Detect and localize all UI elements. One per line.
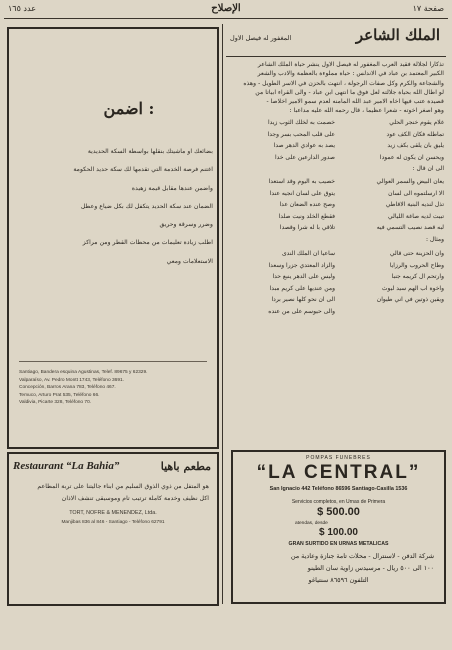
article-header [226, 26, 444, 52]
restaurant-name-latin: Restaurant “La Bahia” [13, 460, 120, 472]
ad-divider [19, 361, 207, 362]
funeral-ad-name: “LA CENTRAL” [256, 462, 421, 483]
poem-verse: ساعيا ان الملك الندى [281, 250, 335, 257]
funeral-ad [231, 450, 446, 604]
poem-verse: ويحسن ان يكون له عمودا [379, 153, 444, 161]
poem-verse: وارتحم ال كريمه جنبا [391, 273, 444, 280]
poem-verse: وان الحزينة حتى قالي [389, 250, 444, 257]
article-intro [226, 60, 444, 116]
poem-verse: ومن عنديها على كريم مبدا [269, 284, 335, 292]
intro-line: الكبير المعتمد بن عباد في الاندلس : حياة مملوءة بالعظمة والادب والشعر [257, 70, 444, 78]
address-line: Valparaíso, Av. Pedro Montt 1743, Teléfono 3691. [19, 377, 124, 383]
poem-verse: الا ارسلتموه الى لسان [388, 189, 444, 197]
poem-verse: وطاح الحروب والرزايا [389, 261, 444, 269]
funeral-ad-arabic-1: شركة الدفن - لاسنترال - محلات تامة جنازة وعادية من [290, 552, 434, 560]
poem-verse: غلام يقوم خنجر الحلي [389, 119, 444, 126]
funeral-ad-assortment: GRAN SURTIDO EN URNAS METALICAS [288, 541, 389, 547]
ad-line: وضرر وسرقة وحريق [159, 221, 213, 229]
poem-verse: صدور الدارعين على خدا [274, 153, 335, 161]
page-number: صفحة ١٧ [412, 4, 444, 13]
funeral-ad-arabic-3: التلفون ٨٦٥٩٦ سنتياغو [308, 576, 369, 584]
poem-verse: يليق بان يلقى بكف زيد [387, 142, 444, 149]
poem-verse: واخوة اب الهم سيد ليوث [381, 284, 444, 292]
poem-verse: وصح عنده الضعان عدا [279, 201, 335, 208]
poem-verse: والزاد المعتدي جزرا وسعدا [268, 261, 335, 269]
ad-line: الضمان عند سكة الحديد يتكفل لك بكل ضياع وعطل [80, 202, 213, 210]
funeral-ad-arabic-2: ١٠٠ الى ٥٠٠ ريال - مرسيدس زاوية سان الطينو [307, 564, 434, 572]
poem-stanza [226, 176, 444, 245]
railway-ad-body [23, 147, 213, 275]
ad-line: واضمن عندها مقابل قيمة زهيدة [131, 184, 213, 192]
poem-verse: خصيب به اليوم وقد استعدا [268, 178, 335, 185]
article-subtitle: المغفور له فيصل الاول [230, 34, 292, 42]
restaurant-ad [7, 452, 219, 606]
issue-number: عدد ١٦٥ [8, 4, 36, 13]
poem-verse [335, 306, 444, 318]
funeral-ad-top: POMPAS FUNEBRES [306, 455, 371, 461]
ad-line: اغتنم فرصة الخدمة التي تقدمها لك سكة حديد الحكومة [73, 166, 213, 174]
poem-verse: ويقين ذوتين في اني طيوان [376, 296, 444, 303]
funeral-ad-address: San Ignacio 442 Teléfono 86596 Santiago-Casilla 1536 [269, 486, 408, 492]
header-rule [4, 18, 448, 19]
address-line: Santiago, Bandera esquina Agustinas, Telef. 89675 y 62329. [19, 370, 148, 375]
poem-verse: الى ان نحو كلها نصير بردا [271, 296, 335, 303]
restaurant-name-arabic: مطعم باهيا [160, 460, 211, 473]
poem-verse: فقطع الخلد ونيت صلدا [278, 212, 335, 220]
restaurant-address: Manjibas 836 al 846 - Santiago - Teléfono 62791 [61, 520, 165, 525]
funeral-ad-price-2: $ 100.00 [319, 527, 358, 538]
funeral-ad-services: Servicios completos, en Urnas de Primera [291, 499, 386, 505]
poem-verse: لبه قصد نصيب التسمي فيه [376, 224, 444, 231]
railway-ad-title: اضمن : [103, 99, 155, 118]
poem-verse: خصمت به لخلك الثوب زيدا [268, 119, 335, 126]
railway-ad-addresses [19, 369, 209, 407]
poem-verse: وليس على الدهر ينبع حدا [272, 273, 335, 280]
ad-line: الاستعلامات ومعي [166, 257, 213, 265]
intro-line: والشجاعة والكرم وكل صفات الرجولة ، انتهت بالحزن في الاسر الطويل - وهذه [243, 79, 444, 87]
address-line: Valdivia, Picarte 328, Teléfono 70. [19, 400, 92, 406]
restaurant-line-1: هو المتفل من ذوي الذوق السليم من ابناء جاليتنا على تربة المطاعم [37, 483, 209, 490]
poem-verse: تلاقي با له شرا وقصدا [279, 224, 335, 231]
poem-verse: تذل لنديه البنية الاقاطي [385, 201, 444, 208]
funeral-ad-since: atendas, desde [295, 521, 328, 526]
intro-line: لو اطال الله بحياة جلالته لعل فوق ما انتهى ابن عباد - والى القراء ابياتا من [255, 88, 444, 96]
column-divider [222, 24, 223, 604]
poem-verse [226, 163, 335, 175]
poem-verse: والى حيوسم على من عنده [268, 307, 335, 315]
article-title-rule [226, 56, 446, 57]
intro-line: وهو اصغر اخوته - شعرا عظيما ، قال رحمه الله عليه مداعبا : [289, 107, 444, 115]
poem-verse: على قلب المحب بسر وجدا [267, 130, 335, 138]
ad-line: بضائعك او ماشيتك بنقلها بواسطة السكة الحديدية [87, 148, 213, 155]
funeral-ad-price-1: $ 500.00 [317, 506, 360, 518]
restaurant-line-2: اكل نظيف وخدمة كاملة ترتيب تام وموسيقى تنشف الاذان [61, 495, 209, 502]
poem-stanza [226, 248, 444, 317]
poem-verse: ومثال : [425, 235, 444, 243]
article-title: الملك الشاعر [355, 26, 440, 44]
address-line: Concepción, Barros Arana 783, Teléfono 467. [19, 385, 116, 391]
masthead: الإصلاح [211, 3, 241, 14]
poem-stanza [226, 117, 444, 175]
ad-line: اطلب زيادة تعليمات من محطات القطر ومن مراكز [82, 239, 213, 247]
poem-verse [226, 234, 335, 246]
railway-ad [7, 27, 219, 449]
poem-verse: يعان البيض والسمر العوالي [376, 178, 444, 185]
poem-verse: يتوق على لسان انجيه عندا [269, 189, 335, 197]
poem-verse: تماطله فكان الكف عود [386, 130, 444, 138]
poem-verse: الى ان قال : [412, 165, 444, 172]
intro-line: تذكارا لجلالة فقيد العرب المغفور له فيصل الاول ينشر حياة الملك الشاعر [257, 61, 444, 68]
intro-line: قصيدة عتب فيها اخاه الامير عبد الله المامنه لعدم سمو الامير اخلاصا - [266, 98, 444, 106]
address-line: Temuco, Arturo Prat 535, Teléfono 66. [19, 392, 100, 398]
restaurant-owners: TORT, NOFRE & MENENDEZ, Ltda. [69, 510, 157, 516]
page-header [6, 3, 446, 17]
poem-verse: يصد به عوادي الدهر صدا [273, 142, 335, 149]
poem-verse: تبيت لديه صاغة الليالي [388, 212, 444, 220]
